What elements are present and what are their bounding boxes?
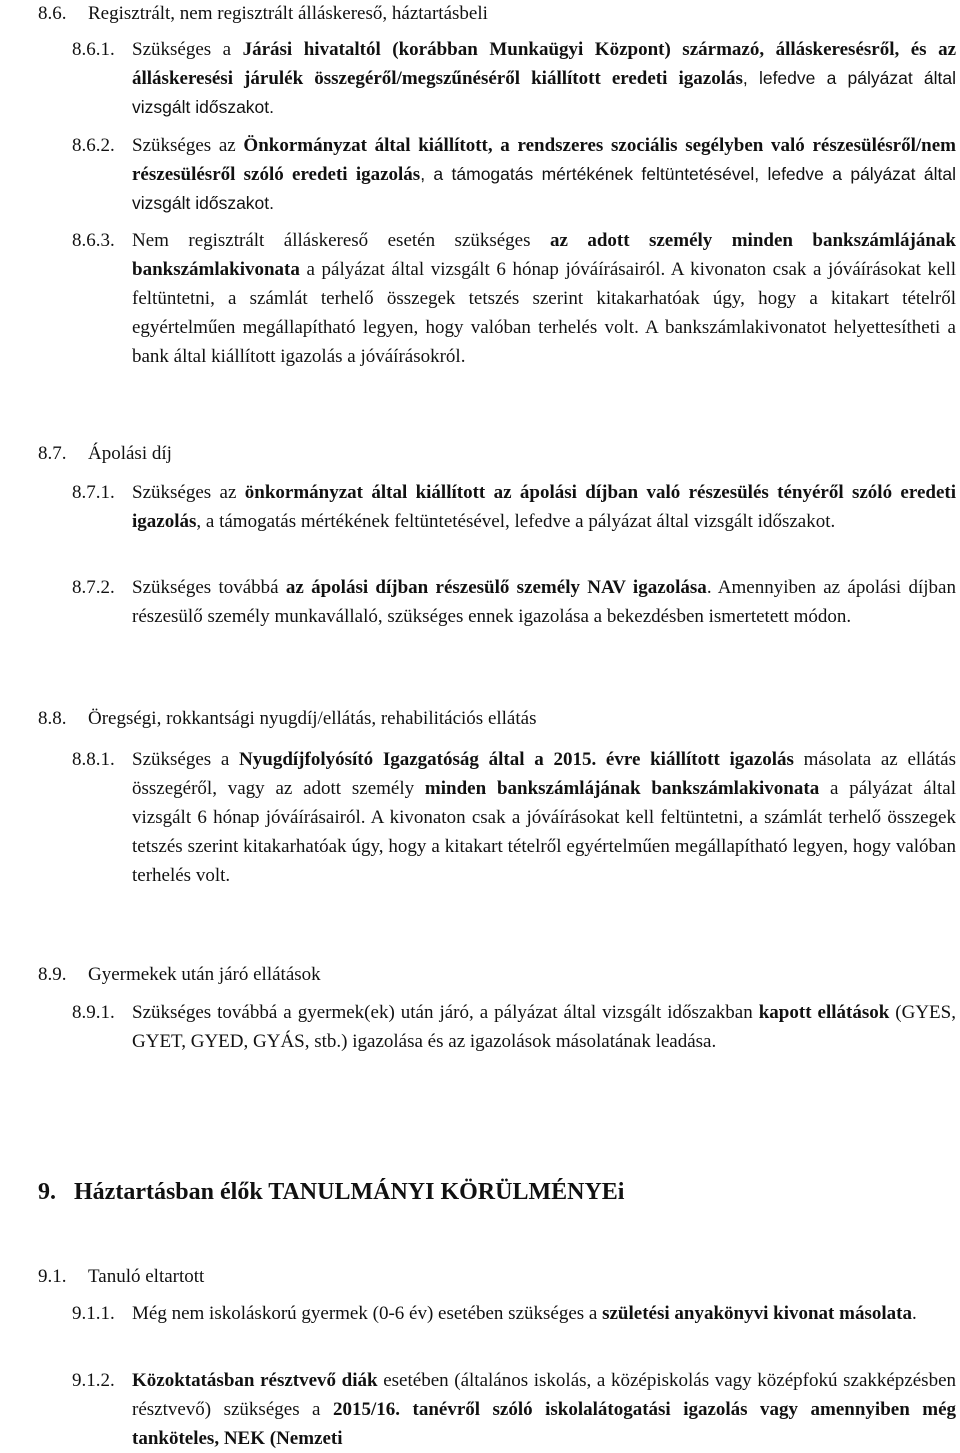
item-paragraph: Még nem iskoláskorú gyermek (0-6 év) esetében szükséges a születési anyakönyvi kivonat másolata. — [132, 1303, 917, 1324]
list-item-8-7-2 — [72, 573, 956, 631]
item-number: 8.7.2. — [72, 577, 115, 598]
item-paragraph: Közoktatásban résztvevő diák esetében (általános iskolás, a középiskolás vagy középfokú szakképzésben résztvevő) szükséges a 2015/16. tanévről szóló iskolalátogatási igazolás vagy amennyiben még tanköteles, NEK (Nemzeti — [132, 1370, 957, 1449]
chapter-heading-9 — [38, 1177, 624, 1207]
item-number: 9.1.1. — [72, 1303, 115, 1324]
item-paragraph: Szükséges az önkormányzat által kiállított az ápolási díjban való részesülés tényéről szóló eredeti igazolás, a támogatás mértékének feltüntetésével, lefedve a pályázat által vizsgált időszakot. — [132, 482, 956, 532]
item-number: 8.6.2. — [72, 135, 115, 156]
item-paragraph: Szükséges továbbá az ápolási díjban részesülő személy NAV igazolása. Amennyiben az ápolási díjban részesülő személy munkavállaló, szükséges ennek igazolása a bekezdésben ismertetett módon. — [132, 577, 956, 627]
item-number: 8.7.1. — [72, 482, 115, 503]
chapter-title: Háztartásban élők TANULMÁNYI KÖRÜLMÉNYEi — [74, 1179, 625, 1205]
list-item-8-7-1 — [72, 478, 956, 536]
section-title: Tanuló eltartott — [88, 1266, 205, 1287]
list-item-9-1-1 — [72, 1299, 956, 1328]
list-item-8-6-3 — [72, 226, 956, 371]
list-item-8-6-2 — [72, 131, 956, 218]
item-paragraph: Szükséges továbbá a gyermek(ek) után járó, a pályázat által vizsgált időszakban kapott ellátások (GYES, GYET, GYED, GYÁS, stb.) igazolása és az igazolások másolatának leadása. — [132, 1002, 956, 1052]
chapter-number: 9. — [38, 1179, 56, 1205]
section-title: Ápolási díj — [88, 443, 172, 464]
item-paragraph: Szükséges a Járási hivataltól (korábban Munkaügyi Központ) származó, álláskeresésről, és az álláskeresési járulék összegéről/megszűnéséről kiállított eredeti igazolás, lefedve a pályázat által vizsgált időszakot. — [132, 39, 957, 117]
list-item-8-6-1 — [72, 35, 956, 122]
section-number: 8.9. — [38, 964, 67, 985]
section-heading-9-1 — [38, 1264, 204, 1289]
item-paragraph: Szükséges az Önkormányzat által kiállított, a rendszeres szociális segélyben való részesülésről/nem részesülésről szóló eredeti igazolás, a támogatás mértékének feltüntetésével, lefedve a pályázat által vizsgált időszakot. — [132, 135, 956, 213]
item-number: 8.6.3. — [72, 230, 115, 251]
section-title: Gyermekek után járó ellátások — [88, 964, 321, 985]
section-heading-8-7 — [38, 441, 172, 466]
item-number: 8.9.1. — [72, 1002, 115, 1023]
section-number: 8.6. — [38, 3, 67, 24]
section-title: Öregségi, rokkantsági nyugdíj/ellátás, rehabilitációs ellátás — [88, 708, 537, 729]
section-number: 8.7. — [38, 443, 67, 464]
section-heading-8-6 — [38, 1, 488, 26]
item-paragraph: Szükséges a Nyugdíjfolyósító Igazgatóság által a 2015. évre kiállított igazolás másolata az ellátás összegéről, vagy az adott személy minden bankszámlájának bankszámlakivonata a pályázat által vizsgált 6 hónap jóváírásairól. A kivonaton csak a jóváírásokat kell feltüntetni, a számlát terhelő összegek tetszés szerint kitakarhatóak úgy, hogy a kitakart tételről egyértelműen megállapítható legyen, hogy valóban terhelés volt. — [132, 749, 956, 886]
item-number: 9.1.2. — [72, 1370, 115, 1391]
section-title: Regisztrált, nem regisztrált álláskereső, háztartásbeli — [88, 3, 488, 24]
section-number: 8.8. — [38, 708, 67, 729]
item-number: 8.8.1. — [72, 749, 115, 770]
list-item-8-9-1 — [72, 998, 956, 1056]
section-heading-8-9 — [38, 962, 321, 987]
list-item-8-8-1 — [72, 745, 956, 890]
list-item-9-1-2 — [72, 1366, 956, 1453]
section-number: 9.1. — [38, 1266, 67, 1287]
item-paragraph: Nem regisztrált álláskereső esetén szükséges az adott személy minden bankszámlájának bankszámlakivonata a pályázat által vizsgált 6 hónap jóváírásairól. A kivonaton csak a jóváírásokat kell feltüntetni, a számlát terhelő összegek tetszés szerint kitakarhatóak úgy, hogy a kitakart tételről egyértelműen megállapítható legyen, hogy valóban terhelés volt. A bankszámlakivonatot helyettesítheti a bank által kiállított igazolás a jóváírásokról. — [132, 230, 956, 367]
section-heading-8-8 — [38, 706, 536, 731]
item-number: 8.6.1. — [72, 39, 115, 60]
